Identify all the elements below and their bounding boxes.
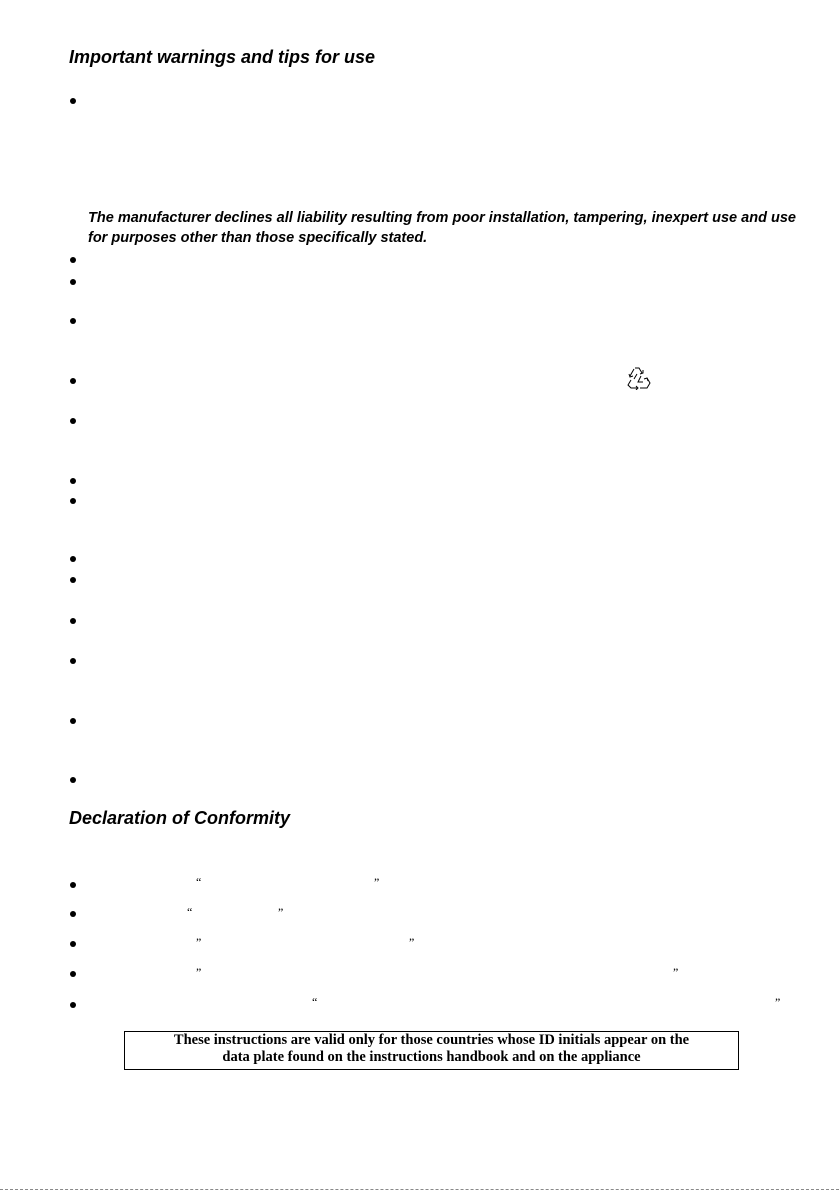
open-quote: “ — [187, 905, 193, 919]
bullet-icon — [70, 279, 76, 285]
close-quote: ” — [775, 995, 781, 1009]
bullet-icon — [70, 318, 76, 324]
bullet-icon — [70, 718, 76, 724]
notice-line-2: data plate found on the instructions handbook and on the appliance — [222, 1049, 641, 1065]
open-quote: “ — [312, 995, 318, 1009]
bullet-icon — [70, 378, 76, 384]
close-quote: ” — [374, 875, 380, 889]
recycling-icon — [626, 366, 652, 390]
bullet-icon — [70, 777, 76, 783]
liability-statement: The manufacturer declines all liability resulting from poor installation, tampering, inexpert use and use for purposes other than those specifically stated. — [88, 210, 796, 246]
notice-line-1: These instructions are valid only for those countries whose ID initials appear on the — [173, 1032, 690, 1048]
bullet-icon — [70, 98, 76, 104]
bullet-icon — [70, 658, 76, 664]
bullet-icon — [70, 498, 76, 504]
open-quote: “ — [196, 875, 202, 889]
bullet-icon — [70, 556, 76, 562]
close-quote: ” — [673, 965, 679, 979]
page-bottom-divider — [0, 1189, 839, 1190]
page-title: Important warnings and tips for use — [69, 47, 376, 67]
close-quote: ” — [409, 935, 415, 949]
close-quote: ” — [278, 905, 284, 919]
validity-notice-box — [124, 1031, 739, 1070]
bullet-icon — [70, 257, 76, 263]
bullet-icon — [70, 418, 76, 424]
bullet-icon — [70, 618, 76, 624]
bullet-icon — [70, 971, 76, 977]
bullet-icon — [70, 577, 76, 583]
section-title-conformity: Declaration of Conformity — [69, 808, 291, 828]
close-quote: ” — [196, 965, 202, 979]
bullet-icon — [70, 941, 76, 947]
bullet-icon — [70, 882, 76, 888]
bullet-icon — [70, 1002, 76, 1008]
bullet-icon — [70, 911, 76, 917]
bullet-icon — [70, 478, 76, 484]
close-quote: ” — [196, 935, 202, 949]
